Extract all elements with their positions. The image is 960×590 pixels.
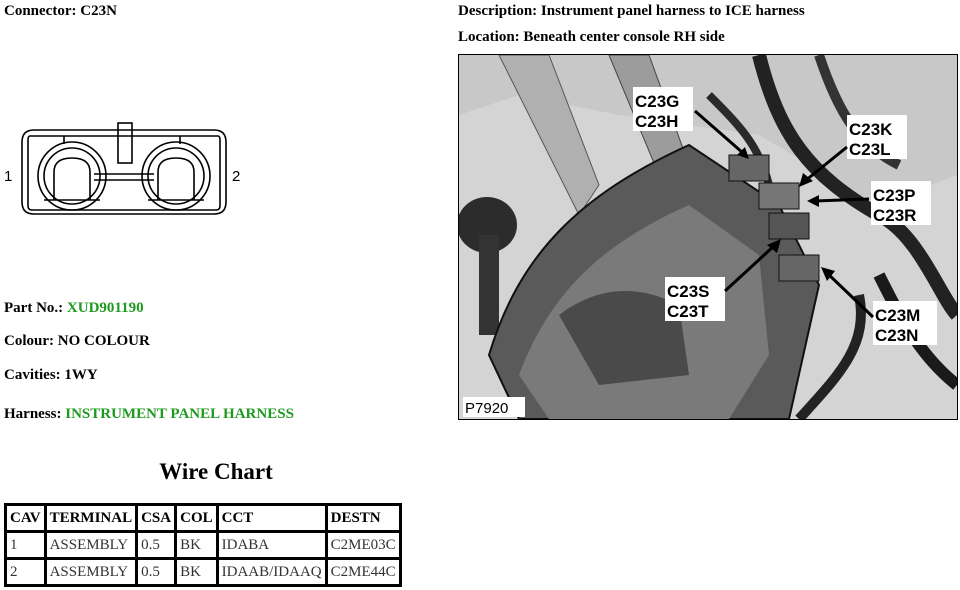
connector-value: C23N: [80, 3, 117, 19]
callout-c23p: [871, 181, 931, 225]
colour-value: NO COLOUR: [57, 333, 150, 349]
location-value: Beneath center console RH side: [523, 29, 725, 45]
harness-line: [4, 406, 294, 423]
connector-line: [4, 3, 117, 20]
location-line: [458, 29, 725, 46]
callout-c23p-line1: C23P: [873, 186, 916, 205]
cell-terminal: ASSEMBLY: [45, 559, 137, 586]
header-cct: CCT: [217, 505, 326, 532]
description-label: Description:: [458, 3, 538, 19]
callout-c23k: [847, 115, 907, 159]
callout-c23s-line1: C23S: [667, 282, 710, 301]
wire-chart-table: [4, 503, 402, 587]
colour-label: Colour:: [4, 333, 54, 349]
part-no-line: [4, 300, 144, 317]
cell-col: BK: [176, 559, 218, 586]
cavities-label: Cavities:: [4, 367, 61, 383]
cell-cav: 1: [6, 532, 46, 559]
part-no-link[interactable]: XUD901190: [66, 300, 144, 316]
pin-label-2: 2: [232, 168, 241, 185]
header-csa: CSA: [137, 505, 176, 532]
callout-c23k-line1: C23K: [849, 120, 893, 139]
callout-c23g-line1: C23G: [635, 92, 680, 111]
colour-line: [4, 333, 150, 350]
cell-cav: 2: [6, 559, 46, 586]
header-terminal: TERMINAL: [45, 505, 137, 532]
location-label: Location:: [458, 29, 520, 45]
connector-outline: [22, 123, 226, 214]
pin-label-1: 1: [4, 168, 13, 185]
cell-cct: IDABA: [217, 532, 326, 559]
wire-chart-title: Wire Chart: [159, 459, 273, 484]
location-photo: [458, 54, 958, 420]
cell-csa: 0.5: [137, 559, 176, 586]
connector-face-drawing: [4, 122, 254, 222]
cell-destn: C2ME03C: [326, 532, 400, 559]
header-cav: CAV: [6, 505, 46, 532]
description-line: [458, 3, 805, 20]
callout-c23s: [665, 277, 725, 321]
callout-c23t-line2: C23T: [667, 302, 709, 321]
cavities-line: [4, 367, 98, 384]
callout-c23g: [633, 87, 693, 131]
table-row: [6, 532, 401, 559]
wire-chart-header-row: [6, 505, 401, 532]
table-row: [6, 559, 401, 586]
part-no-label: Part No.:: [4, 300, 64, 316]
callout-c23m-line1: C23M: [875, 306, 921, 325]
cell-destn: C2ME44C: [326, 559, 400, 586]
description-value: Instrument panel harness to ICE harness: [540, 3, 805, 19]
header-col: COL: [176, 505, 218, 532]
callout-c23m: [873, 301, 937, 345]
header-destn: DESTN: [326, 505, 400, 532]
callout-c23r-line2: C23R: [873, 206, 917, 225]
cell-csa: 0.5: [137, 532, 176, 559]
cell-cct: IDAAB/IDAAQ: [217, 559, 326, 586]
harness-link[interactable]: INSTRUMENT PANEL HARNESS: [65, 406, 294, 422]
photo-code: P7920: [465, 400, 509, 417]
connector-label: Connector:: [4, 3, 77, 19]
callout-c23n-line2: C23N: [875, 326, 919, 345]
harness-label: Harness:: [4, 406, 62, 422]
cavities-value: 1WY: [64, 367, 98, 383]
callout-c23h-line2: C23H: [635, 112, 679, 131]
cell-terminal: ASSEMBLY: [45, 532, 137, 559]
cell-col: BK: [176, 532, 218, 559]
callout-c23l-line2: C23L: [849, 140, 891, 159]
